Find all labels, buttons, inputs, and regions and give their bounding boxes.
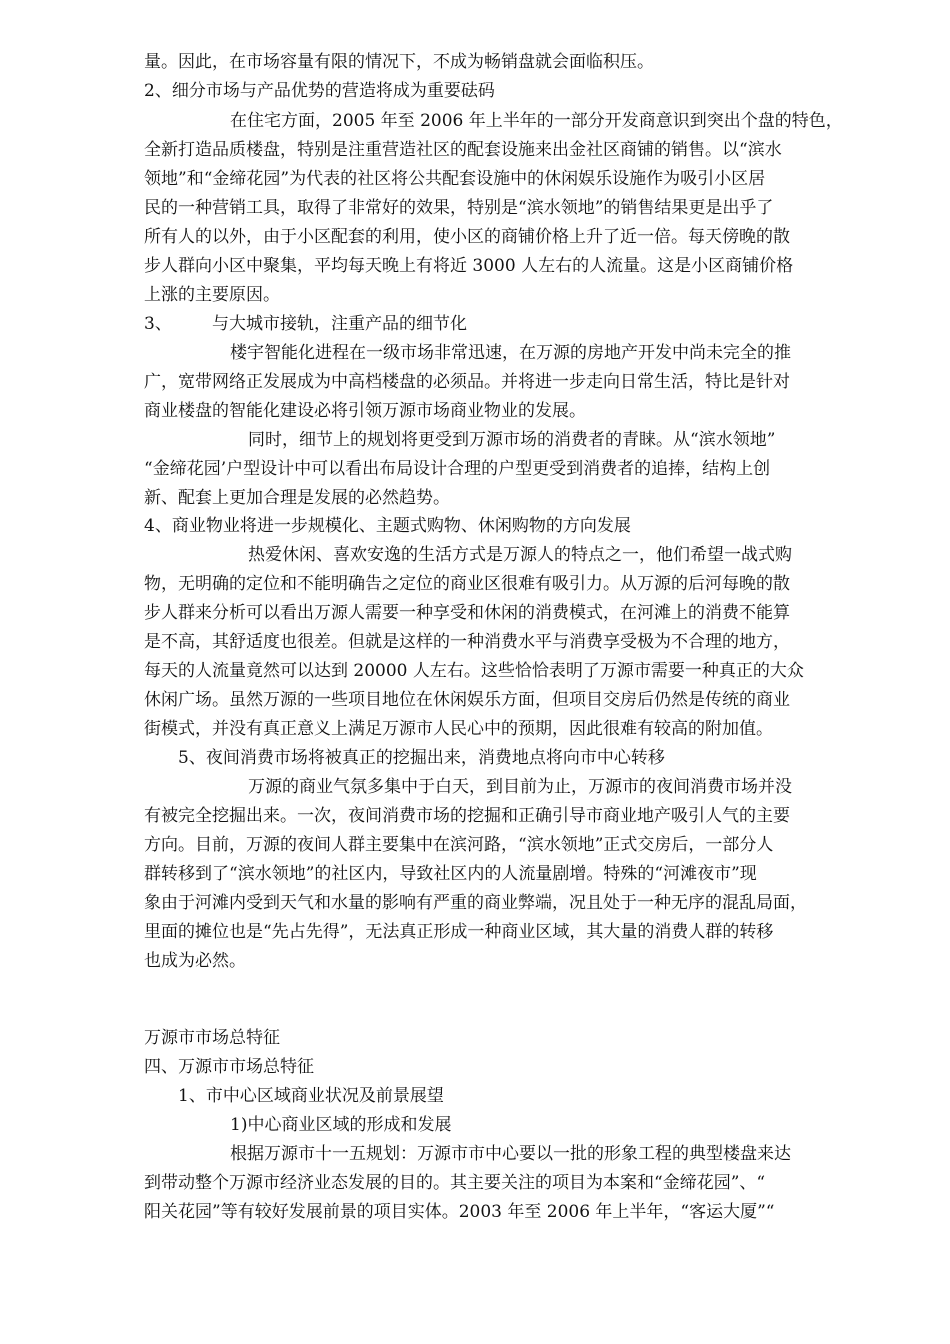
text-line: 群转移到了“滨水领地”的社区内，导致社区内的人流量剧增。特殊的“河滩夜市”现	[144, 864, 757, 884]
text-line: 新、配套上更加合理是发展的必然趋势。	[144, 488, 450, 508]
text-line: 在住宅方面，2005 年至 2006 年上半年的一部分开发商意识到突出个盘的特色，	[230, 111, 843, 131]
text-line: 全新打造品质楼盘，特别是注重营造社区的配套设施来出金社区商铺的销售。以“滨水	[144, 140, 782, 160]
text-line: 里面的摊位也是“先占先得”，无法真正形成一种商业区域，其大量的消费人群的转移	[144, 922, 774, 942]
text-line: “金缔花园’户型设计中可以看出布局设计合理的户型更受到消费者的追捧，结构上创	[144, 459, 771, 479]
text-line: 楼宇智能化进程在一级市场非常迅速，在万源的房地产开发中尚未完全的推	[230, 343, 791, 363]
text-line: 民的一种营销工具，取得了非常好的效果，特别是“滨水领地”的销售结果更是出乎了	[144, 198, 774, 218]
subsection-heading: 1、市中心区域商业状况及前景展望	[178, 1086, 444, 1106]
text-line: 热爱休闲、喜欢安逸的生活方式是万源人的特点之一，他们希望一战式购	[248, 545, 792, 565]
chapter-heading: 四、万源市市场总特征	[144, 1057, 314, 1077]
text-line: 是不高，其舒适度也很差。但就是这样的一种消费水平与消费享受极为不合理的地方，	[144, 632, 790, 652]
text-line: 象由于河滩内受到天气和水量的影响有严重的商业弊端，况且处于一种无序的混乱局面，	[144, 893, 807, 913]
text-line: 步人群来分析可以看出万源人需要一种享受和休闲的消费模式，在河滩上的消费不能算	[144, 603, 790, 623]
section-heading: 2、细分市场与产品优势的营造将成为重要砝码	[144, 81, 495, 101]
text-line: 万源的商业气氛多集中于白天，到目前为止，万源市的夜间消费市场并没	[248, 777, 792, 797]
text-line: 方向。目前，万源的夜间人群主要集中在滨河路，“滨水领地”正式交房后，一部分人	[144, 835, 774, 855]
text-line: 步人群向小区中聚集，平均每天晚上有将近 3000 人左右的人流量。这是小区商铺价格	[144, 256, 794, 276]
text-line: 广，宽带网络正发展成为中高档楼盘的必须品。并将进一步走向日常生活，特比是针对	[144, 372, 790, 392]
text-line: 领地”和“金缔花园”为代表的社区将公共配套设施中的休闲娱乐设施作为吸引小区居	[144, 169, 766, 189]
text-line: 商业楼盘的智能化建设必将引领万源市场商业物业的发展。	[144, 401, 586, 421]
text-line: 所有人的以外，由于小区配套的利用，使小区的商铺价格上升了近一倍。每天傍晚的散	[144, 227, 790, 247]
text-line: 每天的人流量竟然可以达到 20000 人左右。这些恰恰表明了万源市需要一种真正的大众	[144, 661, 804, 681]
text-line: 物，无明确的定位和不能明确告之定位的商业区很难有吸引力。从万源的后河每晚的散	[144, 574, 790, 594]
section-heading: 4、商业物业将进一步规模化、主题式购物、休闲购物的方向发展	[144, 516, 631, 536]
section-title: 万源市市场总特征	[144, 1028, 280, 1048]
section-heading-number: 3、	[144, 314, 172, 334]
text-line: 到带动整个万源市经济业态发展的目的。其主要关注的项目为本案和“金缔花园”、“	[144, 1173, 766, 1193]
section-heading: 5、夜间消费市场将被真正的挖掘出来，消费地点将向市中心转移	[178, 748, 665, 768]
text-line: 街模式，并没有真正意义上满足万源市人民心中的预期，因此很难有较高的附加值。	[144, 719, 773, 739]
text-line: 上涨的主要原因。	[144, 285, 280, 305]
section-heading: 与大城市接轨，注重产品的细节化	[212, 314, 467, 334]
text-line: 量。因此，在市场容量有限的情况下，不成为畅销盘就会面临积压。	[144, 52, 654, 72]
text-line: 根据万源市十一五规划：万源市市中心要以一批的形象工程的典型楼盘来达	[230, 1144, 791, 1164]
subsection-heading: 1)中心商业区域的形成和发展	[230, 1115, 452, 1135]
text-line: 阳关花园”等有较好发展前景的项目实体。2003 年至 2006 年上半年，“客运大厦”“	[144, 1202, 775, 1222]
text-line: 有被完全挖掘出来。一次，夜间消费市场的挖掘和正确引导市商业地产吸引人气的主要	[144, 806, 790, 826]
text-line: 同时，细节上的规划将更受到万源市场的消费者的青睐。从“滨水领地”	[248, 430, 776, 450]
text-line: 休闲广场。虽然万源的一些项目地位在休闲娱乐方面，但项目交房后仍然是传统的商业	[144, 690, 790, 710]
text-line: 也成为必然。	[144, 951, 246, 971]
